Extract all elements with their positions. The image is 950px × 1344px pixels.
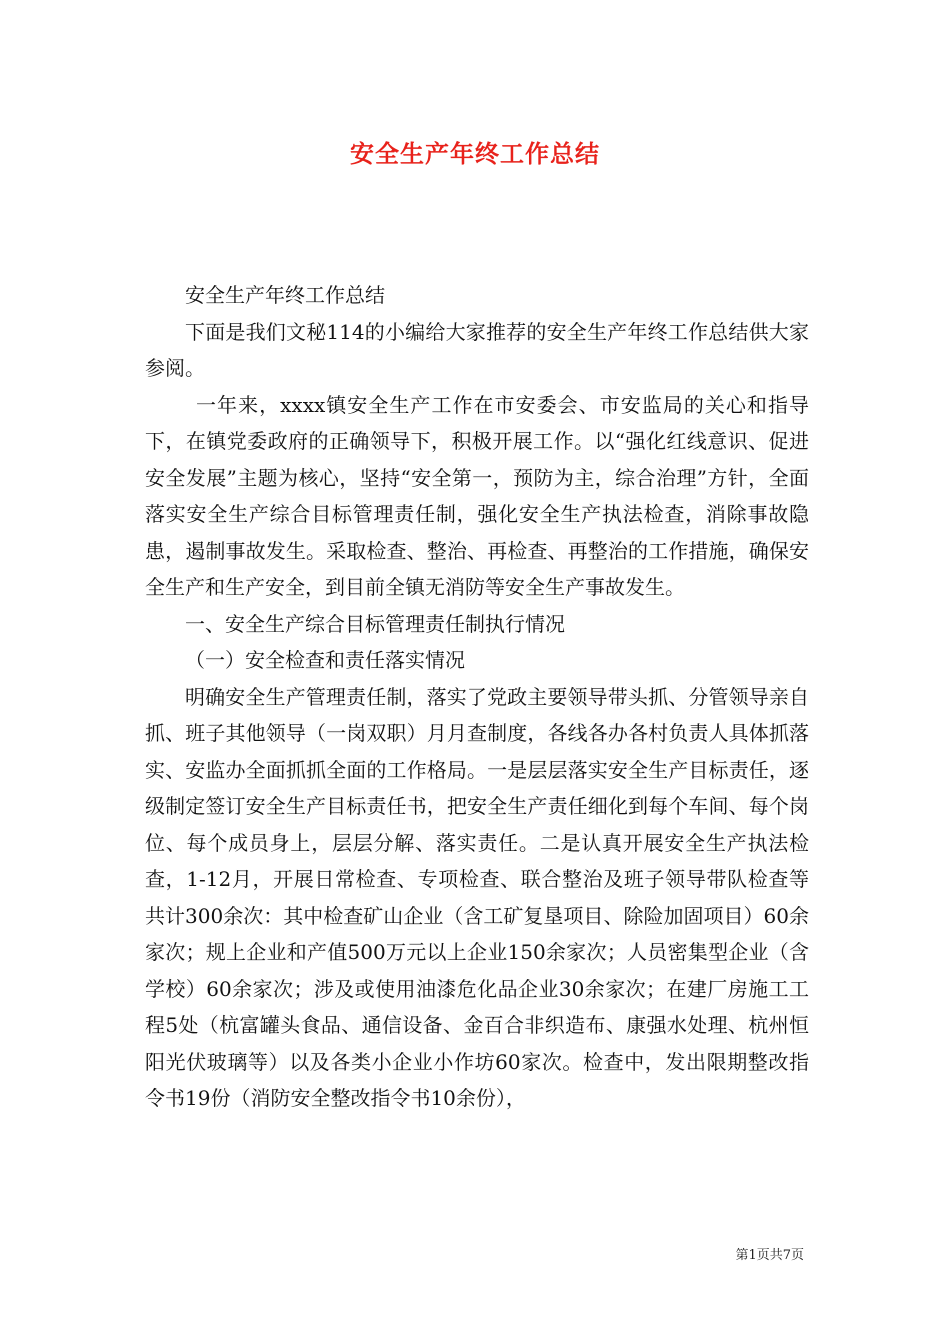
paragraph-heading: 安全生产年终工作总结 (185, 283, 385, 307)
paragraph-overview: 一年来，xxxx镇安全生产工作在市安委会、市安监局的关心和指导下，在镇党委政府的正确领导下，积极开展工作。以“强化红线意识、促进安全发展”主题为核心，坚持“安全第一，预防为主，综合治理”方针，全面落实安全生产综合目标管理责任制，强化安全生产执法检查，消除事故隐患，遏制事故发生。采取检查、整治、再检查、再整治的工作措施，确保安全生产和生产安全，到目前全镇无消防等安全生产事故发生。 (145, 392, 809, 599)
page-number: 第1页共7页 (735, 1248, 804, 1263)
document-title: 安全生产年终工作总结 (350, 139, 600, 168)
subsection-heading-1: （一）安全检查和责任落实情况 (185, 648, 465, 672)
paragraph-intro: 下面是我们文秘114的小编给大家推荐的安全生产年终工作总结供大家参阅。 (145, 319, 809, 380)
document-body (145, 277, 809, 1117)
paragraph-responsibility: 明确安全生产管理责任制，落实了党政主要领导带头抓、分管领导亲自抓、班子其他领导（一岗双职）月月查制度，各线各办各村负责人具体抓落实、安监办全面抓抓全面的工作格局。一是层层落实安全生产目标责任，逐级制定签订安全生产目标责任书，把安全生产责任细化到每个车间、每个岗位、每个成员身上，层层分解、落实责任。二是认真开展安全生产执法检查，1-12月，开展日常检查、专项检查、联合整治及班子领导带队检查等共计300余次：其中检查矿山企业（含工矿复垦项目、除险加固项目）60余家次；规上企业和产值500万元以上企业150余家次；人员密集型企业（含学校）60余家次；涉及或使用油漆危化品企业30余家次；在建厂房施工工程5处（杭富罐头食品、通信设备、金百合非织造布、康强水处理、杭州恒阳光伏玻璃等）以及各类小企业小作坊60家次。检查中，发出限期整改指令书19份（消防安全整改指令书10余份）， (145, 684, 809, 1110)
section-heading-1: 一、安全生产综合目标管理责任制执行情况 (185, 611, 565, 636)
